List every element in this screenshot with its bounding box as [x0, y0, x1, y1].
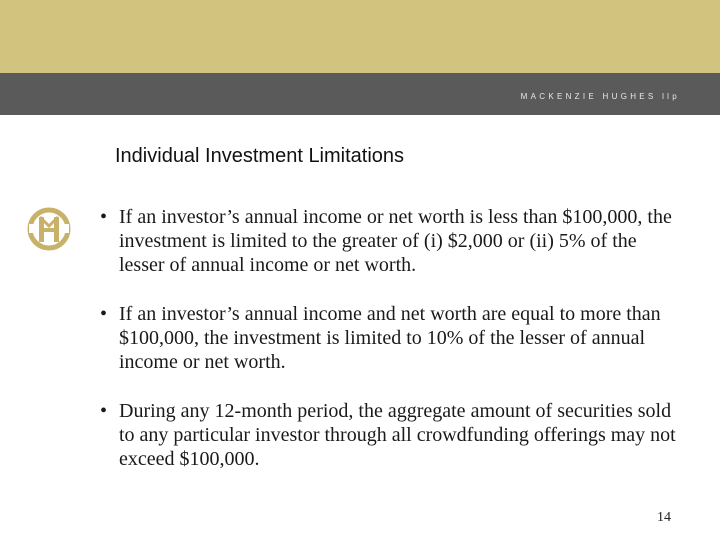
bullet-dot: •: [100, 303, 108, 325]
bullet-list: [98, 205, 683, 496]
mackenzie-hughes-logo-icon: [27, 207, 71, 251]
firm-name: MACKENZIE HUGHES llp: [520, 92, 680, 101]
slide-title: Individual Investment Limitations: [115, 145, 405, 167]
bullet-text: If an investor’s annual income and net worth are equal to more than $100,000, the investment is limited to 10% of the lesser of annual income or net worth.: [119, 303, 661, 373]
bullet-dot: •: [100, 400, 108, 422]
bullet-item: [98, 399, 683, 471]
page-number: 14: [657, 510, 671, 525]
bullet-text: If an investor’s annual income or net worth is less than $100,000, the investment is limited to the greater of (i) $2,000 or (ii) 5% of the lesser of annual income or net worth.: [119, 206, 672, 276]
bullet-text: During any 12-month period, the aggregate amount of securities sold to any particular investor through all crowdfunding offerings may not exceed $100,000.: [119, 400, 676, 470]
header-gold-band: [0, 0, 720, 73]
bullet-item: [98, 205, 683, 277]
bullet-item: [98, 302, 683, 374]
bullet-dot: •: [100, 206, 108, 228]
